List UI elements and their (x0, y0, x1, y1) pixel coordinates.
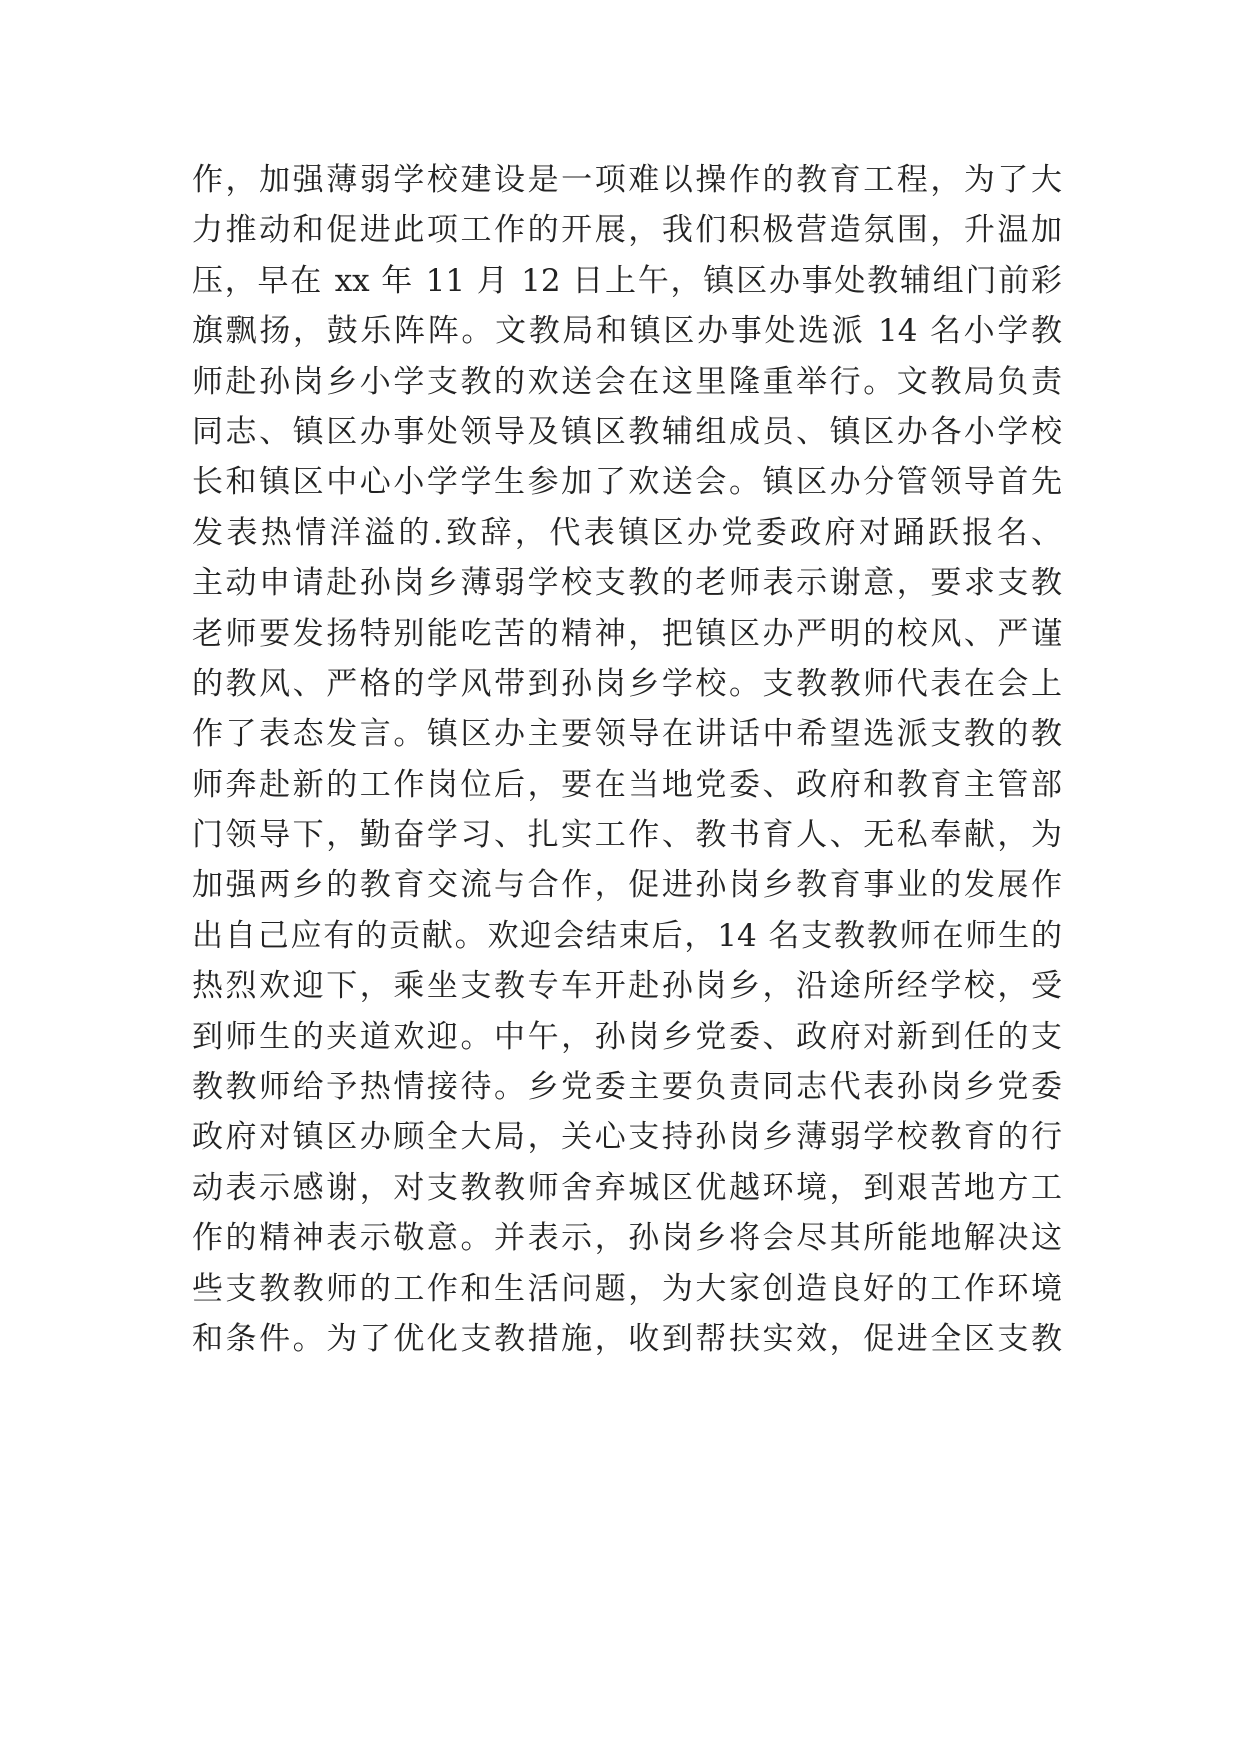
text-line-5: 师赴孙岗乡小学支教的欢送会在这里隆重举行。文教局负责 (192, 363, 1062, 400)
text-line-15: 加强两乡的教育交流与合作，促进孙岗乡教育事业的发展作 (192, 867, 1062, 904)
text-line-8: 发表热情洋溢的.致辞，代表镇区办党委政府对踊跃报名、 (192, 514, 1062, 551)
text-line-23: 些支教教师的工作和生活问题，为大家创造良好的工作环境 (192, 1270, 1062, 1307)
text-line-4: 旗飘扬，鼓乐阵阵。文教局和镇区办事处选派 14 名小学教 (192, 313, 1062, 350)
body-paragraph (192, 155, 1062, 1364)
text-line-20: 政府对镇区办顾全大局，关心支持孙岗乡薄弱学校教育的行 (192, 1119, 1062, 1156)
text-line-16: 出自己应有的贡献。欢迎会结束后，14 名支教教师在师生的 (192, 917, 1062, 954)
text-line-10: 老师要发扬特别能吃苦的精神，把镇区办严明的校风、严谨 (192, 615, 1062, 652)
text-line-21: 动表示感谢，对支教教师舍弃城区优越环境，到艰苦地方工 (192, 1169, 1062, 1206)
text-line-24: 和条件。为了优化支教措施，收到帮扶实效，促进全区支教 (192, 1320, 1062, 1357)
text-line-18: 到师生的夹道欢迎。中午，孙岗乡党委、政府对新到任的支 (192, 1018, 1062, 1055)
text-line-13: 师奔赴新的工作岗位后，要在当地党委、政府和教育主管部 (192, 766, 1062, 803)
text-line-11: 的教风、严格的学风带到孙岗乡学校。支教教师代表在会上 (192, 665, 1062, 702)
text-line-9: 主动申请赴孙岗乡薄弱学校支教的老师表示谢意，要求支教 (192, 565, 1062, 602)
text-line-6: 同志、镇区办事处领导及镇区教辅组成员、镇区办各小学校 (192, 413, 1062, 450)
text-line-3: 压，早在 xx 年 11 月 12 日上午，镇区办事处教辅组门前彩 (192, 262, 1062, 299)
text-line-7: 长和镇区中心小学学生参加了欢送会。镇区办分管领导首先 (192, 464, 1062, 501)
text-line-2: 力推动和促进此项工作的开展，我们积极营造氛围，升温加 (192, 212, 1062, 249)
text-line-12: 作了表态发言。镇区办主要领导在讲话中希望选派支教的教 (192, 716, 1062, 753)
text-line-19: 教教师给予热情接待。乡党委主要负责同志代表孙岗乡党委 (192, 1069, 1062, 1106)
text-line-17: 热烈欢迎下，乘坐支教专车开赴孙岗乡，沿途所经学校，受 (192, 968, 1062, 1005)
text-line-1: 作，加强薄弱学校建设是一项难以操作的教育工程，为了大 (192, 162, 1062, 198)
text-line-22: 作的精神表示敬意。并表示，孙岗乡将会尽其所能地解决这 (192, 1220, 1062, 1257)
text-line-14: 门领导下，勤奋学习、扎实工作、教书育人、无私奉献，为 (192, 817, 1062, 854)
